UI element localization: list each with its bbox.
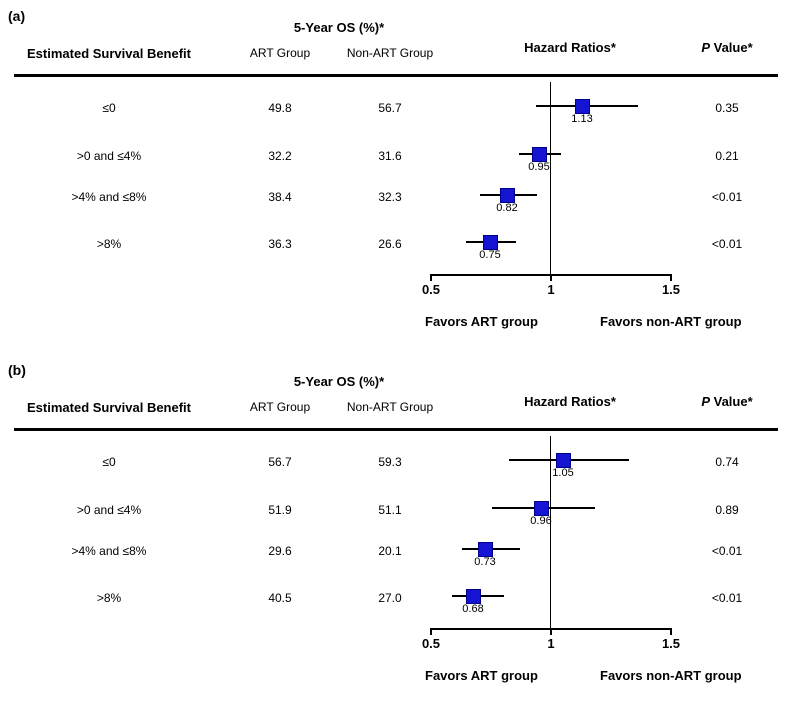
x-tick-label: 1.5 xyxy=(661,636,681,651)
row-label: >4% and ≤8% xyxy=(71,544,147,558)
hazard-ratio-marker xyxy=(500,188,515,203)
hazard-ratio-label: 1.05 xyxy=(552,467,574,479)
forest-plot-panel-b xyxy=(0,354,791,708)
hazard-ratio-label: 0.82 xyxy=(496,202,518,214)
p-value-suffix: Value* xyxy=(710,394,753,409)
cell-p-value: 0.89 xyxy=(715,503,739,517)
cell-os-nonart: 31.6 xyxy=(378,149,402,163)
hazard-ratio-label: 0.96 xyxy=(530,515,552,527)
cell-os-nonart: 20.1 xyxy=(378,544,402,558)
x-tick-label: 1.5 xyxy=(661,282,681,297)
x-tick-label: 1 xyxy=(547,282,555,297)
cell-os-art: 29.6 xyxy=(268,544,292,558)
column-header-estimated-survival-benefit: Estimated Survival Benefit xyxy=(27,400,191,415)
x-tick-0.5 xyxy=(430,628,432,635)
cell-os-nonart: 56.7 xyxy=(378,101,402,115)
cell-os-art: 32.2 xyxy=(268,149,292,163)
cell-os-art: 49.8 xyxy=(268,101,292,115)
column-subheader-art-group: ART Group xyxy=(249,400,311,414)
column-subheader-art-group: ART Group xyxy=(249,46,311,60)
column-subheader-non-art-group: Non-ART Group xyxy=(346,46,434,60)
hazard-ratio-marker xyxy=(575,99,590,114)
column-header-p-value xyxy=(672,394,782,409)
hazard-ratio-marker xyxy=(466,589,481,604)
cell-os-nonart: 32.3 xyxy=(378,190,402,204)
cell-os-nonart: 51.1 xyxy=(378,503,402,517)
cell-os-art: 51.9 xyxy=(268,503,292,517)
p-italic: P xyxy=(701,394,711,409)
hazard-ratio-marker xyxy=(534,501,549,516)
cell-os-art: 38.4 xyxy=(268,190,292,204)
column-header-5-year-os: 5-Year OS (%)* xyxy=(293,20,385,35)
p-italic: P xyxy=(701,40,711,55)
favors-art-label: Favors ART group xyxy=(425,314,538,329)
column-header-hazard-ratios: Hazard Ratios* xyxy=(524,40,616,55)
cell-os-nonart: 26.6 xyxy=(378,237,402,251)
reference-line xyxy=(550,82,551,275)
cell-p-value: <0.01 xyxy=(711,237,743,251)
cell-p-value: <0.01 xyxy=(711,591,743,605)
column-header-5-year-os: 5-Year OS (%)* xyxy=(293,374,385,389)
panel-label-b: (b) xyxy=(8,362,26,378)
cell-p-value: <0.01 xyxy=(711,544,743,558)
hazard-ratio-label: 0.68 xyxy=(462,603,484,615)
column-header-hazard-ratios: Hazard Ratios* xyxy=(524,394,616,409)
x-tick-label: 0.5 xyxy=(421,282,441,297)
row-label: ≤0 xyxy=(102,101,116,115)
column-header-p-value xyxy=(672,40,782,55)
hazard-ratio-label: 0.75 xyxy=(479,249,501,261)
hazard-ratio-label: 0.95 xyxy=(528,161,550,173)
cell-os-art: 40.5 xyxy=(268,591,292,605)
reference-line xyxy=(550,436,551,629)
forest-plot-area-a xyxy=(420,74,681,297)
hazard-ratio-label: 0.73 xyxy=(474,556,496,568)
row-label: ≤0 xyxy=(102,455,116,469)
row-label: >0 and ≤4% xyxy=(76,503,142,517)
x-tick-1 xyxy=(550,274,552,281)
hazard-ratio-marker xyxy=(483,235,498,250)
forest-plot-area-b xyxy=(420,428,681,651)
row-label: >4% and ≤8% xyxy=(71,190,147,204)
favors-art-label: Favors ART group xyxy=(425,668,538,683)
panel-label-a: (a) xyxy=(8,8,26,24)
x-tick-1.5 xyxy=(670,628,672,635)
cell-p-value: 0.21 xyxy=(715,149,739,163)
cell-p-value: <0.01 xyxy=(711,190,743,204)
cell-os-art: 56.7 xyxy=(268,455,292,469)
x-tick-1.5 xyxy=(670,274,672,281)
favors-non-art-label: Favors non-ART group xyxy=(600,314,742,329)
hazard-ratio-marker xyxy=(556,453,571,468)
x-tick-1 xyxy=(550,628,552,635)
cell-os-nonart: 27.0 xyxy=(378,591,402,605)
row-label: >8% xyxy=(96,237,122,251)
x-tick-label: 1 xyxy=(547,636,555,651)
cell-p-value: 0.74 xyxy=(715,455,739,469)
x-tick-label: 0.5 xyxy=(421,636,441,651)
cell-os-art: 36.3 xyxy=(268,237,292,251)
row-label: >8% xyxy=(96,591,122,605)
p-value-suffix: Value* xyxy=(710,40,753,55)
x-tick-0.5 xyxy=(430,274,432,281)
column-header-estimated-survival-benefit: Estimated Survival Benefit xyxy=(27,46,191,61)
cell-p-value: 0.35 xyxy=(715,101,739,115)
hazard-ratio-label: 1.13 xyxy=(571,113,593,125)
hazard-ratio-marker xyxy=(532,147,547,162)
hazard-ratio-marker xyxy=(478,542,493,557)
cell-os-nonart: 59.3 xyxy=(378,455,402,469)
favors-non-art-label: Favors non-ART group xyxy=(600,668,742,683)
column-subheader-non-art-group: Non-ART Group xyxy=(346,400,434,414)
row-label: >0 and ≤4% xyxy=(76,149,142,163)
